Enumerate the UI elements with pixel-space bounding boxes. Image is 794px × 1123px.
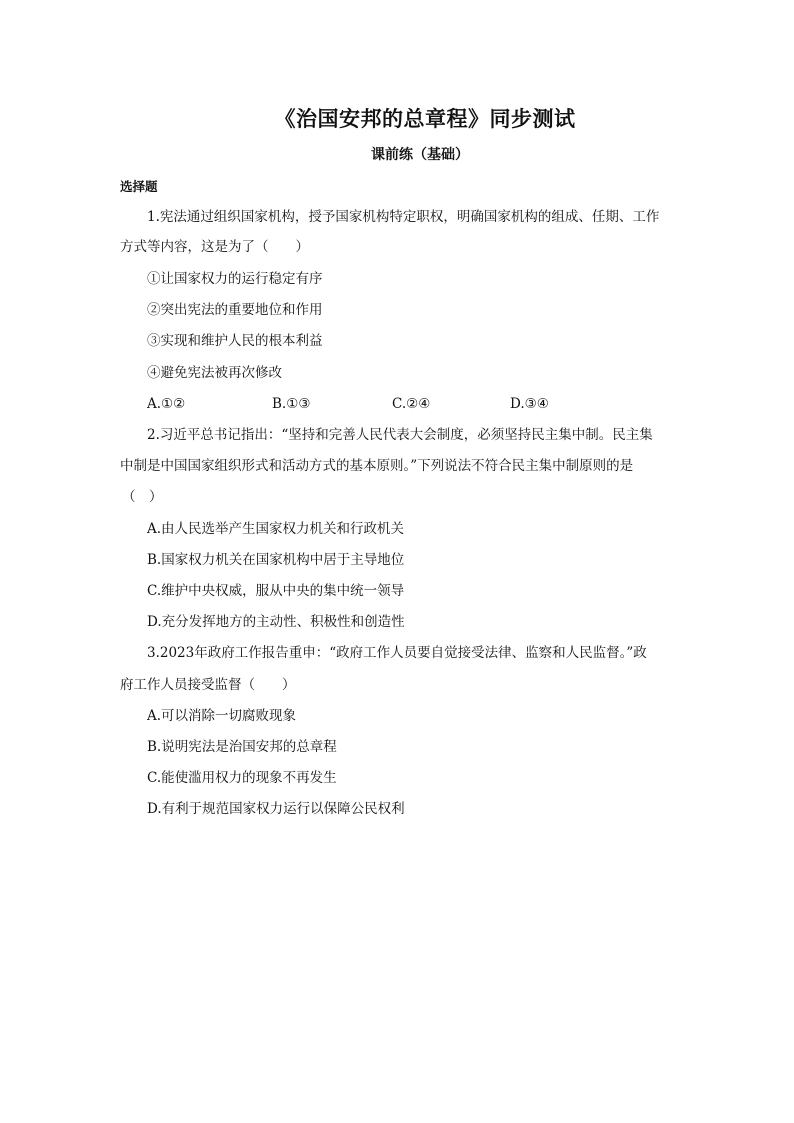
q1-item-1: ①让国家权力的运行稳定有序 (147, 271, 323, 287)
q1-item-4: ④避免宪法被再次修改 (147, 365, 282, 381)
q1-stem-line-1: 1.宪法通过组织国家机构，授予国家机构特定职权，明确国家机构的组成、任期、工作 (147, 209, 660, 225)
q2-option-a: A.由人民选举产生国家权力机关和行政机关 (147, 521, 405, 537)
section-heading: 选择题 (120, 179, 158, 194)
page-title: 《治国安邦的总章程》同步测试 (274, 106, 576, 131)
q3-option-c: C.能使滥用权力的现象不再发生 (147, 770, 337, 786)
q1-item-2: ②突出宪法的重要地位和作用 (147, 302, 323, 318)
q1-option-b: B.①③ (272, 396, 311, 412)
q3-stem-line-2: 府工作人员接受监督（ ） (120, 677, 296, 693)
q3-option-d: D.有利于规范国家权力运行以保障公民权利 (147, 801, 405, 817)
q2-option-b: B.国家权力机关在国家机构中居于主导地位 (147, 552, 405, 568)
q1-option-d: D.③④ (510, 396, 549, 412)
q2-stem-line-3: （ ） (122, 489, 163, 505)
q2-option-c: C.维护中央权威，服从中央的集中统一领导 (147, 583, 405, 599)
q1-item-3: ③实现和维护人民的根本利益 (147, 333, 323, 349)
q3-option-a: A.可以消除一切腐败现象 (147, 708, 297, 724)
q3-stem-line-1: 3.2023年政府工作报告重申：“政府工作人员要自觉接受法律、监察和人民监督。”政 (147, 645, 647, 661)
q1-option-c: C.②④ (392, 396, 431, 412)
q2-option-d: D.充分发挥地方的主动性、积极性和创造性 (147, 614, 405, 630)
q3-option-b: B.说明宪法是治国安邦的总章程 (147, 739, 337, 755)
q1-option-a: A.①② (147, 396, 186, 412)
q1-stem-line-2: 方式等内容，这是为了（ ） (120, 239, 309, 255)
page-subtitle: 课前练（基础） (371, 147, 469, 163)
q2-stem-line-2: 中制是中国国家组织形式和活动方式的基本原则。”下列说法不符合民主集中制原则的是 (120, 458, 634, 474)
q2-stem-line-1: 2.习近平总书记指出：“坚持和完善人民代表大会制度，必须坚持民主集中制。民主集 (147, 427, 653, 443)
